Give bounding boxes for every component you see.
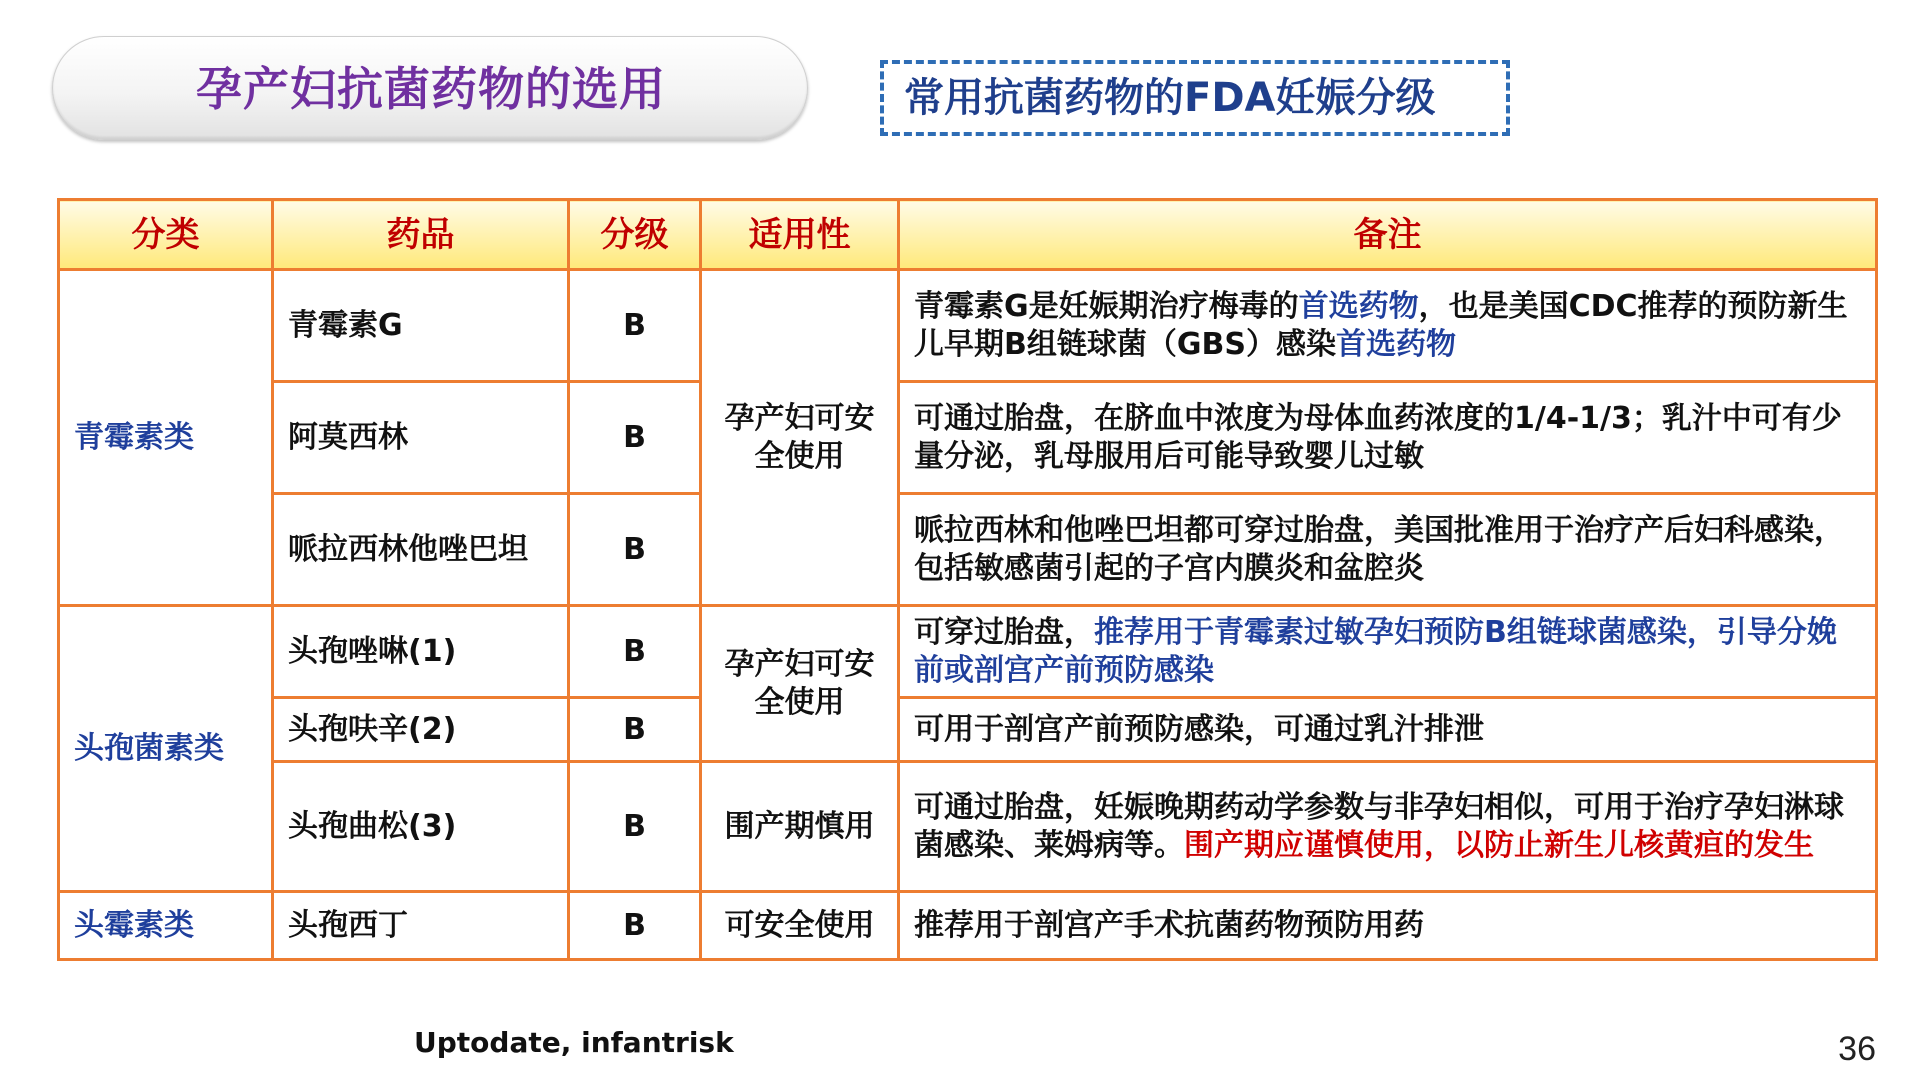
header-grade: 分级 [569,200,701,270]
slide-subtitle: 常用抗菌药物的FDA妊娠分级 [904,75,1436,121]
source-citation: Uptodate, infantrisk [414,1026,734,1059]
drug-name: 头孢曲松(3) [273,762,569,892]
header-notes: 备注 [899,200,1877,270]
note-text: 可穿过胎盘， [914,614,1094,650]
note-cell [899,270,1877,382]
table-header-row [59,200,1877,270]
note-cell: 推荐用于剖宫产手术抗菌药物预防用药 [899,892,1877,960]
title-banner [52,36,808,140]
header-category: 分类 [59,200,273,270]
fda-grade: B [569,382,701,494]
subtitle-box [880,60,1510,136]
category-cephalosporin: 头孢菌素类 [59,606,273,892]
table-row [59,762,1877,892]
category-cephamycin: 头霉素类 [59,892,273,960]
category-penicillin: 青霉素类 [59,270,273,606]
applicability-cef3: 围产期慎用 [701,762,899,892]
table-row [59,382,1877,494]
note-cell: 可用于剖宫产前预防感染，可通过乳汁排泄 [899,698,1877,762]
note-cell [899,606,1877,698]
fda-grade: B [569,606,701,698]
slide-title: 孕产妇抗菌药物的选用 [196,62,666,116]
page-number: 36 [1838,1030,1876,1068]
note-cell [899,762,1877,892]
applicability-penicillin: 孕产妇可安全使用 [701,270,899,606]
note-text: ，也是美国CDC推荐的预防新生儿早期B组链球菌（GBS）感染 [914,288,1848,362]
note-highlight: 首选药物 [1298,288,1419,324]
table-row [59,698,1877,762]
table-row [59,494,1877,606]
table-row [59,892,1877,960]
table-row [59,606,1877,698]
note-text: 可通过胎盘，妊娠晚期药动学参数与非孕妇相似，可用于治疗孕妇淋球菌感染、莱姆病等。 [914,789,1844,863]
header-drug: 药品 [273,200,569,270]
applicability-cefotetan: 可安全使用 [701,892,899,960]
note-cell: 哌拉西林和他唑巴坦都可穿过胎盘，美国批准用于治疗产后妇科感染，包括敏感菌引起的子宫内膜炎和盆腔炎 [899,494,1877,606]
drug-name: 头孢呋辛(2) [273,698,569,762]
fda-grade: B [569,494,701,606]
header-applicability: 适用性 [701,200,899,270]
note-text: 青霉素G是妊娠期治疗梅毒的 [914,288,1299,324]
table-row [59,270,1877,382]
fda-grade: B [569,762,701,892]
fda-grade: B [569,892,701,960]
drug-name: 哌拉西林他唑巴坦 [273,494,569,606]
applicability-cephalosporin: 孕产妇可安全使用 [701,606,899,762]
note-warning: 围产期应谨慎使用，以防止新生儿核黄疸的发生 [1184,827,1814,863]
fda-grade: B [569,698,701,762]
note-cell: 可通过胎盘，在脐血中浓度为母体血药浓度的1/4-1/3；乳汁中可有少量分泌，乳母服用后可能导致婴儿过敏 [899,382,1877,494]
fda-grade: B [569,270,701,382]
drug-name: 头孢唑啉(1) [273,606,569,698]
drug-name: 阿莫西林 [273,382,569,494]
drug-name: 青霉素G [273,270,569,382]
note-highlight: 首选药物 [1335,326,1456,362]
drug-name: 头孢西丁 [273,892,569,960]
antibiotic-table [57,198,1878,961]
note-highlight: 推荐用于青霉素过敏孕妇预防B组链球菌感染，引导分娩前或剖宫产前预防感染 [914,614,1837,688]
